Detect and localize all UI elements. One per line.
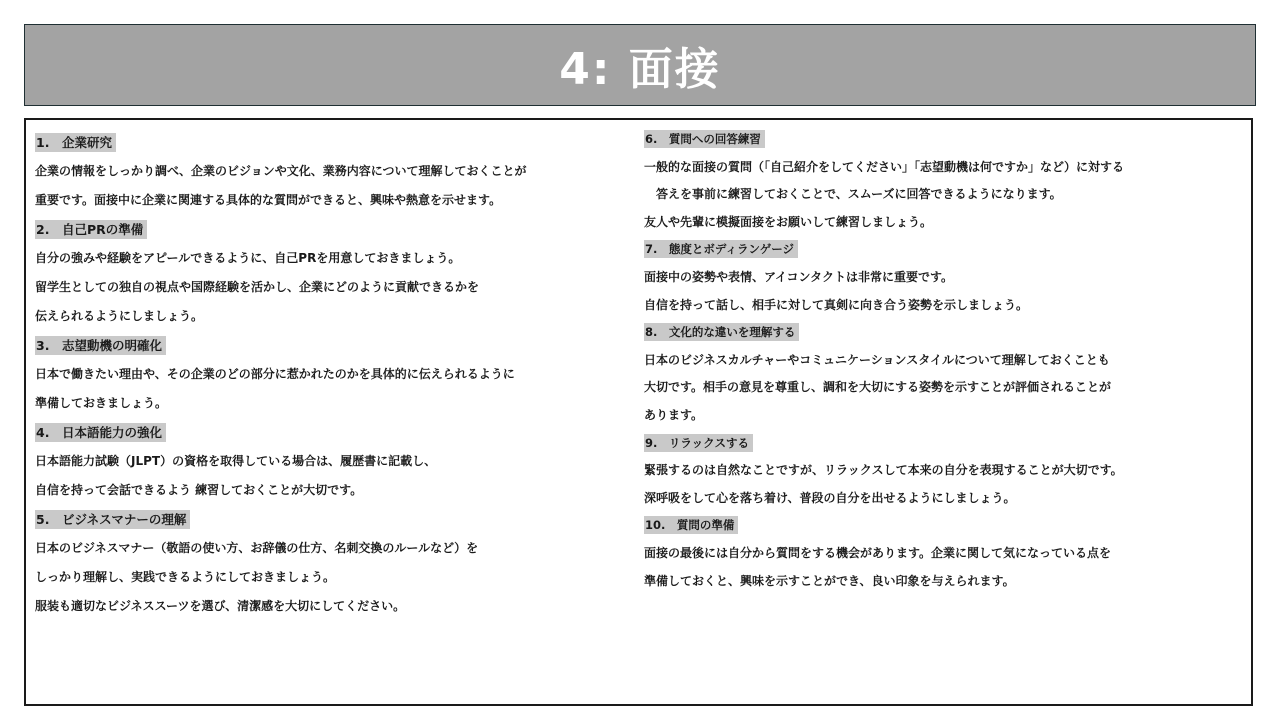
right-column	[644, 126, 1244, 595]
section-heading	[644, 236, 1244, 264]
body-text-line: 自信を持って話し、相手に対して真剣に向き合う姿勢を示しましょう。	[644, 297, 1029, 312]
body-text-line: 面接中の姿勢や表情、アイコンタクトは非常に重要です。	[644, 269, 954, 284]
content-panel	[24, 118, 1253, 706]
body-text-line: 自分の強みや経験をアピールできるように、自己PRを用意しておきましょう。	[35, 251, 461, 265]
body-text-line: 服装も適切なビジネススーツを選び、清潔感を大切にしてください。	[35, 599, 406, 613]
body-text-line: 企業の情報をしっかり調べ、企業のビジョンや文化、業務内容について理解しておくことが	[35, 164, 527, 178]
section-heading	[644, 512, 1244, 540]
body-text-line: 準備しておきましょう。	[35, 396, 168, 410]
body-text-line: 日本で働きたい理由や、その企業のどの部分に惹かれたのかを具体的に伝えられるように	[35, 367, 515, 381]
section-heading-label: 5. ビジネスマナーの理解	[35, 510, 190, 529]
section-heading	[35, 215, 635, 244]
section-heading-label: 4. 日本語能力の強化	[35, 423, 166, 442]
body-text-line: 重要です。面接中に企業に関連する具体的な質問ができると、興味や熱意を示せます。	[35, 193, 502, 207]
title-banner	[24, 24, 1256, 106]
body-text-line: 緊張するのは自然なことですが、リラックスして本来の自分を表現することが大切です。	[644, 463, 1123, 478]
body-text-line: 友人や先輩に模擬面接をお願いして練習しましょう。	[644, 214, 933, 229]
section-heading-label: 8. 文化的な違いを理解する	[644, 323, 799, 341]
section-heading-label: 6. 質問への回答練習	[644, 130, 765, 148]
body-text-line: 日本語能力試験（JLPT）の資格を取得している場合は、履歴書に記載し、	[35, 454, 437, 468]
section-heading	[644, 126, 1244, 154]
body-text-line: 大切です。相手の意見を尊重し、調和を大切にする姿勢を示すことが評価されることが	[644, 380, 1112, 395]
body-text-line: 答えを事前に練習しておくことで、スムーズに回答できるようになります。	[644, 187, 1062, 202]
section-heading	[644, 430, 1244, 458]
section-heading	[35, 331, 635, 360]
body-text-line: 一般的な面接の質問（「自己紹介をしてください」「志望動機は何ですか」など）に対する	[644, 159, 1125, 174]
body-text-line: 準備しておくと、興味を示すことができ、良い印象を与えられます。	[644, 573, 1015, 588]
body-text-line: 日本のビジネスカルチャーやコミュニケーションスタイルについて理解しておくことも	[644, 352, 1110, 367]
left-column	[35, 128, 635, 621]
section-heading	[35, 505, 635, 534]
body-text-line: 深呼吸をして心を落ち着け、普段の自分を出せるようにしましょう。	[644, 490, 1016, 505]
body-text-line: 面接の最後には自分から質問をする機会があります。企業に関して気になっている点を	[644, 545, 1112, 560]
section-heading-label: 9. リラックスする	[644, 434, 753, 452]
page-title: 4: 面接	[559, 44, 721, 95]
body-text-line: しっかり理解し、実践できるようにしておきましょう。	[35, 570, 336, 584]
section-heading-label: 7. 態度とボディランゲージ	[644, 240, 798, 258]
section-heading-label: 2. 自己PRの準備	[35, 220, 147, 239]
body-text-line: 日本のビジネスマナー（敬語の使い方、お辞儀の仕方、名刺交換のルールなど）を	[35, 541, 479, 555]
section-heading	[644, 319, 1244, 347]
section-heading-label: 3. 志望動機の明確化	[35, 336, 166, 355]
section-heading	[35, 418, 635, 447]
body-text-line: 留学生としての独自の視点や国際経験を活かし、企業にどのように貢献できるかを	[35, 280, 480, 294]
section-heading	[35, 128, 635, 157]
body-text-line: 伝えられるようにしましょう。	[35, 309, 204, 323]
section-heading-label: 10. 質問の準備	[644, 516, 738, 534]
section-heading-label: 1. 企業研究	[35, 133, 116, 152]
body-text-line: 自信を持って会話できるよう 練習しておくことが大切です。	[35, 483, 363, 497]
body-text-line: あります。	[644, 407, 704, 422]
